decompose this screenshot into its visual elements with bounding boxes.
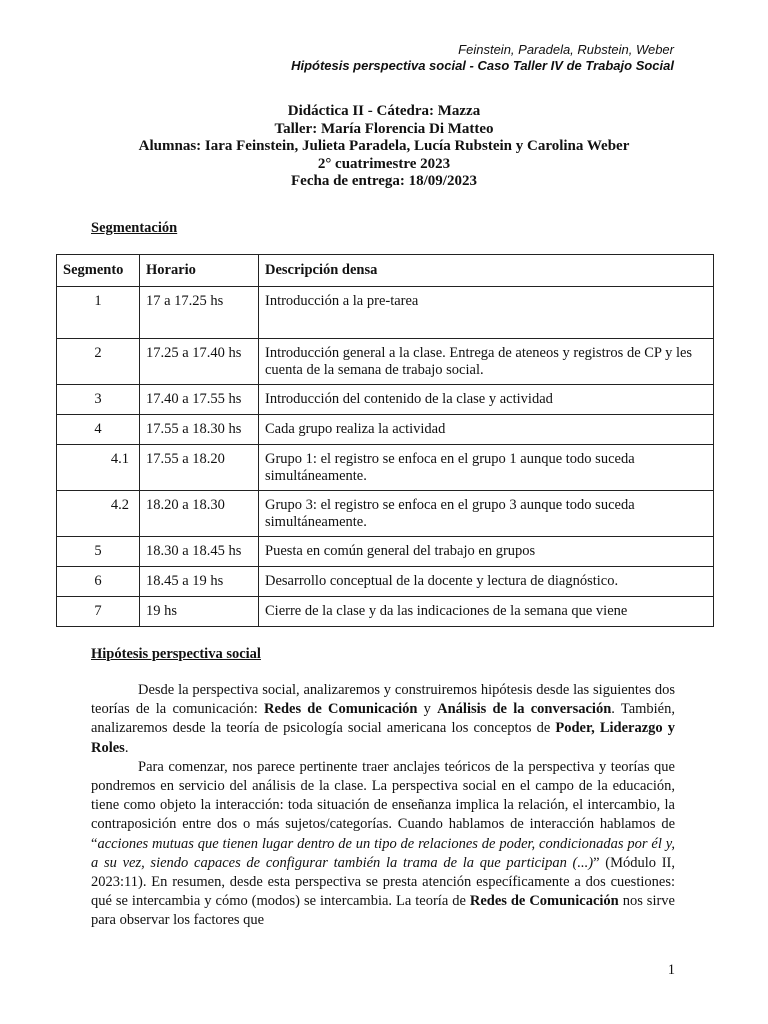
segmentation-heading: Segmentación [91, 220, 178, 236]
segment-cell: 5 [57, 537, 140, 567]
table-row [57, 339, 714, 385]
description-cell: Cada grupo realiza la actividad [259, 415, 714, 445]
segment-cell: 4.1 [57, 445, 140, 491]
page-number: 1 [667, 962, 675, 978]
workshop-line: Taller: María Florencia Di Matteo [274, 120, 494, 137]
quotation: acciones mutuas que tienen lugar dentro de un tipo de relaciones de poder, condicionadas por él y, a su vez, siendo capaces de configurar también la trama de la que participan (...) [91, 835, 675, 871]
description-cell: Introducción general a la clase. Entrega de ateneos y registros de CP y les cuenta de la semana de trabajo social. [259, 339, 714, 385]
time-cell: 17.25 a 17.40 hs [140, 339, 259, 385]
segment-cell: 2 [57, 339, 140, 385]
description-cell: Desarrollo conceptual de la docente y lectura de diagnóstico. [259, 567, 714, 597]
hypothesis-body [91, 681, 675, 931]
table-row [57, 491, 714, 537]
table-header-row [57, 255, 714, 287]
time-cell: 18.30 a 18.45 hs [140, 537, 259, 567]
hypothesis-heading: Hipótesis perspectiva social [91, 646, 261, 662]
running-header [291, 42, 674, 74]
text-run: . También, analizaremos desde la teoría de psicología social americana los conceptos de [91, 701, 675, 737]
description-cell: Introducción del contenido de la clase y actividad [259, 385, 714, 415]
table-row [57, 567, 714, 597]
table-row [57, 385, 714, 415]
title-block [0, 103, 768, 191]
time-cell: 17.40 a 17.55 hs [140, 385, 259, 415]
segment-cell: 1 [57, 287, 140, 339]
text-run: y [417, 701, 438, 718]
term-line: 2° cuatrimestre 2023 [317, 155, 451, 172]
table-row [57, 415, 714, 445]
due-date-line: Fecha de entrega: 18/09/2023 [291, 173, 477, 189]
description-cell: Puesta en común general del trabajo en grupos [259, 537, 714, 567]
segment-cell: 3 [57, 385, 140, 415]
time-cell: 17.55 a 18.20 [140, 445, 259, 491]
description-cell: Cierre de la clase y da las indicaciones de la semana que viene [259, 597, 714, 627]
description-cell: Introducción a la pre-tarea [259, 287, 714, 339]
header-authors: Feinstein, Paradela, Rubstein, Weber [458, 42, 674, 57]
paragraph [91, 758, 675, 931]
header-subtitle: Hipótesis perspectiva social - Caso Taller IV de Trabajo Social [291, 58, 674, 73]
paragraph [91, 681, 675, 758]
segmentation-table [56, 254, 714, 627]
segment-cell: 4 [57, 415, 140, 445]
time-cell: 17 a 17.25 hs [140, 287, 259, 339]
description-cell: Grupo 1: el registro se enfoca en el grupo 1 aunque todo suceda simultáneamente. [259, 445, 714, 491]
segment-cell: 7 [57, 597, 140, 627]
table-row [57, 445, 714, 491]
column-header-segment: Segmento [57, 255, 140, 287]
bold-term: Poder, Liderazgo y Roles [91, 720, 675, 756]
bold-term: Análisis de la conversación [437, 701, 612, 718]
bold-term: Redes de Comunicación [469, 893, 619, 910]
students-line: Alumnas: Iara Feinstein, Julieta Paradela, Lucía Rubstein y Carolina Weber [138, 138, 630, 154]
time-cell: 17.55 a 18.30 hs [140, 415, 259, 445]
text-run: Para comenzar, nos parece pertinente traer anclajes teóricos de la perspectiva y teorías que pondremos en servicio del análisis de la clase. La perspectiva social en el campo de la educación, tiene como objeto la interacción: toda situación de enseñanza implica la relación, el intercambio, la contraposición entre dos o más sujetos/categorías. Cuando hablamos de interacción hablamos de “ [91, 758, 675, 852]
text-run: . [124, 739, 129, 756]
table-row [57, 597, 714, 627]
time-cell: 18.20 a 18.30 [140, 491, 259, 537]
text-run: ” (Módulo II, 2023:11). En resumen, desde esta perspectiva se presta atención específicamente a dos cuestiones: qué se intercambia y cómo (modos) se intercambia. La teoría de [91, 854, 675, 910]
time-cell: 19 hs [140, 597, 259, 627]
table-row [57, 537, 714, 567]
column-header-description: Descripción densa [259, 255, 714, 287]
column-header-time: Horario [140, 255, 259, 287]
segment-cell: 4.2 [57, 491, 140, 537]
segment-cell: 6 [57, 567, 140, 597]
table-row [57, 287, 714, 339]
time-cell: 18.45 a 19 hs [140, 567, 259, 597]
description-cell: Grupo 3: el registro se enfoca en el grupo 3 aunque todo suceda simultáneamente. [259, 491, 714, 537]
course-title: Didáctica II - Cátedra: Mazza [287, 103, 481, 119]
bold-term: Redes de Comunicación [264, 701, 418, 718]
text-run: Desde la perspectiva social, analizaremos y construiremos hipótesis desde las siguientes dos teorías de la comunicación: [91, 682, 675, 718]
text-run: nos sirve para observar los factores que [91, 893, 675, 929]
